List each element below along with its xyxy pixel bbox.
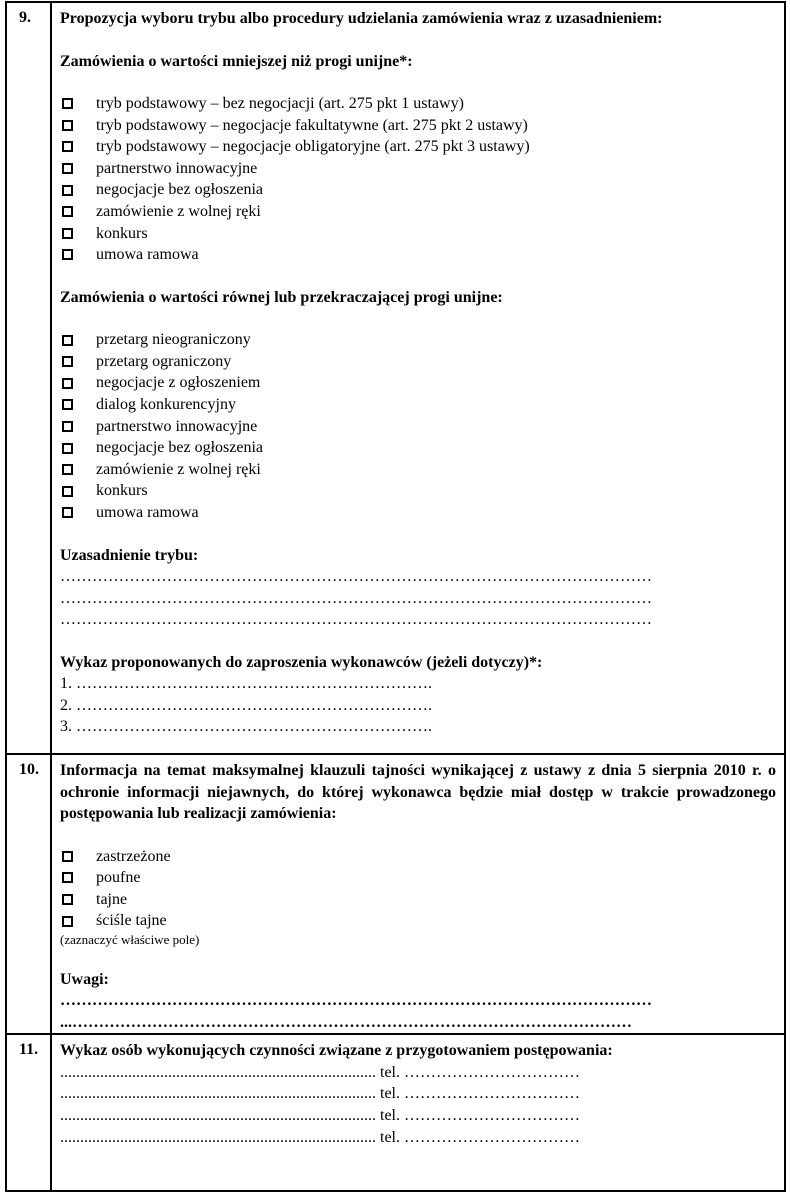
row-10-number: 10. [6, 754, 51, 1034]
option-item[interactable]: konkurs [60, 480, 776, 502]
row-9 [6, 2, 785, 754]
checkbox[interactable] [62, 421, 73, 432]
checkbox[interactable] [62, 356, 73, 367]
option-item[interactable]: konkurs [60, 223, 776, 245]
checkbox[interactable] [62, 464, 73, 475]
option-item[interactable]: ściśle tajne [60, 910, 776, 932]
checkbox[interactable] [62, 851, 73, 862]
row-10-heading: Informacja na temat maksymalnej klauzuli tajności wynikającej z ustawy z dnia 5 sierpnia 2010 r. o ochronie informacji niejawnych, do której wykonawca będzie miał dostęp w trakcie prowadzonego postępowania lub realizacji zamówienia: [60, 762, 776, 822]
contractor-line[interactable]: 2. …………………………………………………………. [60, 696, 432, 714]
remarks-line[interactable]: ………………………………………………………………………………………………… [60, 992, 652, 1010]
justification-line[interactable]: ………………………………………………………………………………………………… [60, 589, 652, 607]
option-item[interactable]: umowa ramowa [60, 244, 776, 266]
checkbox[interactable] [62, 378, 73, 389]
option-item[interactable]: dialog konkurencyjny [60, 394, 776, 416]
row-11-content [51, 1034, 785, 1191]
justification-line[interactable]: ………………………………………………………………………………………………… [60, 568, 652, 586]
above-threshold-heading: Zamówienia o wartości równej lub przekraczającej progi unijne: [60, 288, 503, 306]
option-item[interactable]: tajne [60, 889, 776, 911]
below-threshold-options [60, 93, 776, 266]
row-11 [6, 1034, 785, 1191]
checkbox[interactable] [62, 916, 73, 927]
checkbox[interactable] [62, 163, 73, 174]
row-10 [6, 754, 785, 1034]
checkbox[interactable] [62, 335, 73, 346]
person-line[interactable]: ............................................................................... tel. …………………………… [60, 1063, 580, 1081]
checkbox[interactable] [62, 486, 73, 497]
person-line[interactable]: ............................................................................... tel. …………………………… [60, 1128, 580, 1146]
checkbox[interactable] [62, 120, 73, 131]
option-item[interactable]: zastrzeżone [60, 846, 776, 868]
row-10-content [51, 754, 785, 1034]
justification-label: Uzasadnienie trybu: [60, 546, 199, 564]
checkbox[interactable] [62, 98, 73, 109]
option-item[interactable]: poufne [60, 867, 776, 889]
option-item[interactable]: tryb podstawowy – bez negocjacji (art. 275 pkt 1 ustawy) [60, 93, 776, 115]
option-item[interactable]: umowa ramowa [60, 502, 776, 524]
contractors-label: Wykaz proponowanych do zaproszenia wykonawców (jeżeli dotyczy)*: [60, 653, 543, 671]
procurement-form-table [5, 1, 786, 1192]
person-line[interactable]: ............................................................................... tel. …………………………… [60, 1085, 580, 1103]
checkbox[interactable] [62, 894, 73, 905]
option-item[interactable]: zamówienie z wolnej ręki [60, 459, 776, 481]
option-item[interactable]: tryb podstawowy – negocjacje fakultatywne (art. 275 pkt 2 ustawy) [60, 115, 776, 137]
checkbox[interactable] [62, 399, 73, 410]
checkbox[interactable] [62, 228, 73, 239]
row-9-content [51, 2, 785, 754]
contractor-line[interactable]: 3. …………………………………………………………. [60, 718, 432, 736]
checkbox[interactable] [62, 206, 73, 217]
checkbox[interactable] [62, 507, 73, 518]
justification-line[interactable]: ………………………………………………………………………………………………… [60, 611, 652, 629]
row-11-number: 11. [6, 1034, 51, 1191]
below-threshold-heading: Zamówienia o wartości mniejszej niż progi unijne*: [60, 52, 413, 70]
option-item[interactable]: negocjacje z ogłoszeniem [60, 372, 776, 394]
secrecy-options [60, 846, 776, 932]
checkbox[interactable] [62, 872, 73, 883]
option-item[interactable]: zamówienie z wolnej ręki [60, 201, 776, 223]
checkbox[interactable] [62, 443, 73, 454]
remarks-label: Uwagi: [60, 970, 109, 988]
row-11-heading: Wykaz osób wykonujących czynności związane z przygotowaniem postępowania: [60, 1042, 613, 1060]
option-item[interactable]: przetarg nieograniczony [60, 329, 776, 351]
option-item[interactable]: negocjacje bez ogłoszenia [60, 179, 776, 201]
option-item[interactable]: partnerstwo innowacyjne [60, 158, 776, 180]
row-9-number: 9. [6, 2, 51, 754]
checkbox[interactable] [62, 185, 73, 196]
above-threshold-options [60, 329, 776, 523]
field-note: (zaznaczyć właściwe pole) [60, 931, 200, 947]
option-item[interactable]: tryb podstawowy – negocjacje obligatoryjne (art. 275 pkt 3 ustawy) [60, 136, 776, 158]
person-line[interactable]: ............................................................................... tel. …………………………… [60, 1107, 580, 1125]
remarks-line[interactable]: ...…………………………………………………………………………………………… [60, 1013, 632, 1031]
contractor-line[interactable]: 1. …………………………………………………………. [60, 675, 432, 693]
option-item[interactable]: przetarg ograniczony [60, 351, 776, 373]
option-item[interactable]: negocjacje bez ogłoszenia [60, 437, 776, 459]
option-item[interactable]: partnerstwo innowacyjne [60, 416, 776, 438]
checkbox[interactable] [62, 141, 73, 152]
row-9-heading: Propozycja wyboru trybu albo procedury udzielania zamówienia wraz z uzasadnieniem: [60, 10, 663, 27]
checkbox[interactable] [62, 249, 73, 260]
